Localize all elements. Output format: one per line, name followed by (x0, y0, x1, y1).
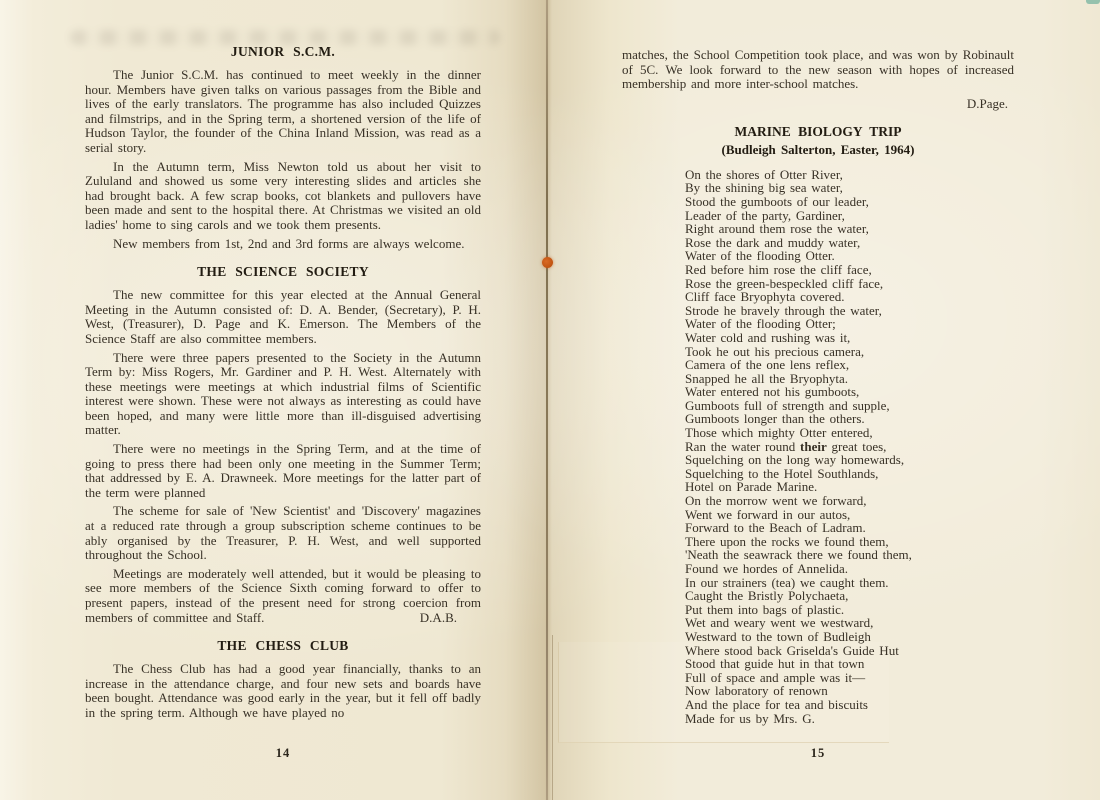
page-number-right: 15 (810, 746, 826, 760)
poem-line: Leader of the party, Gardiner, (685, 207, 845, 223)
poem-line: Rose the green-bespeckled cliff face, (685, 275, 884, 291)
poem-line: Snapped he all the Bryophyta. (685, 370, 849, 386)
book-gutter-crease (546, 0, 548, 800)
poem-line: Squelching to the Hotel Southlands, (685, 465, 879, 481)
poem-subtitle: (Budleigh Salterton, Easter, 1964) (721, 141, 915, 157)
page-right-content (622, 48, 1014, 725)
paragraph: There were three papers presented to the Society in the Autumn Term by: Miss Rogers, Mr. Gardiner and P. H. West. Alternately with these meetings were meetings at which industrial films of Scientific interest were shown. These were not always as interesting as could have been hoped, and many were little more than ill-disguised advertising matter. (85, 349, 481, 438)
chess-club-continuation-paragraph: matches, the School Competition took place, and was won by Robinault of 5C. We look forward to the new season with hopes of increased membership and more inter-school matches. (622, 47, 1014, 92)
poem-line: In our strainers (tea) we caught them. (685, 574, 889, 590)
poem-line: Made for us by Mrs. G. (685, 710, 815, 726)
poem-line: Ran the water round their great toes, (685, 438, 887, 454)
paragraph: There were no meetings in the Spring Term, and at the time of going to press there had been only one meeting in the Summer Term; that addressed by E. A. Drawneek. More meetings for the latter part of the term were planned (85, 441, 481, 500)
poem (685, 168, 1014, 725)
poem-line: Hotel on Parade Marine. (685, 479, 818, 495)
poem-line: Those which mighty Otter entered, (685, 425, 873, 441)
author-initials: D.A.B. (419, 609, 457, 625)
poem-line: Water cold and rushing was it, (685, 329, 851, 345)
poem-line: Strode he bravely through the water, (685, 302, 882, 318)
paragraph: Meetings are moderately well attended, but it would be pleasing to see more members of the Science Sixth coming forward to offer to present papers, instead of the present need for strong coercion from members of committee and Staff. D.A.B. (85, 565, 481, 625)
poem-line: Westward to the town of Budleigh (685, 628, 871, 644)
poem-line: Squelching on the long way homewards, (685, 452, 905, 468)
page-edge-line (552, 635, 553, 800)
poem-line: Full of space and ample was it— (685, 669, 866, 685)
poem-line: On the shores of Otter River, (685, 166, 843, 182)
page-left-content (85, 44, 481, 725)
poem-line: Stood the gumboots of our leader, (685, 193, 869, 209)
poem-title: MARINE BIOLOGY TRIP (734, 123, 902, 139)
poem-line: Right around them rose the water, (685, 221, 869, 237)
poem-line: Wet and weary went we westward, (685, 615, 874, 631)
section-heading: JUNIOR S.C.M. (230, 44, 336, 59)
paragraph: New members from 1st, 2nd and 3rd forms are always welcome. (113, 235, 465, 251)
paragraph: The Chess Club has had a good year financially, thanks to an increase in the attendance charge, and four new sets and boards have been bought. Attendance was good early in the year, but it fell off badly in the spring term. Although we have played no (85, 661, 481, 720)
poem-line: Gumboots full of strength and supple, (685, 397, 890, 413)
orange-stain (542, 257, 553, 268)
poem-line: Water of the flooding Otter. (685, 248, 835, 264)
poem-line: Went we forward in our autos, (685, 506, 851, 522)
ink-showthrough-smudge (70, 30, 500, 45)
section-heading: THE CHESS CLUB (217, 638, 349, 654)
poem-line: Forward to the Beach of Ladram. (685, 520, 866, 536)
poem-line: Caught the Bristly Polychaeta, (685, 588, 849, 604)
paragraph: In the Autumn term, Miss Newton told us about her visit to Zululand and showed us some very interesting slides and articles she had brought back. A few scrap books, cot blankets and pullovers have been made and sent to the hospital there. At Christmas we visited an old ladies' home to sing carols and we took them presents. (85, 158, 481, 232)
poem-line: By the shining big sea water, (685, 180, 843, 196)
signature-dpage: D.Page. (966, 95, 1008, 111)
poem-line: Took he out his precious camera, (685, 343, 865, 359)
poem-line: Now laboratory of renown (685, 683, 828, 699)
corner-mark (1086, 0, 1100, 4)
poem-line: Water entered not his gumboots, (685, 384, 860, 400)
poem-line: On the morrow went we forward, (685, 493, 867, 509)
poem-line: Red before him rose the cliff face, (685, 261, 872, 277)
poem-line: Rose the dark and muddy water, (685, 234, 861, 250)
poem-line: Gumboots longer than the others. (685, 411, 865, 427)
poem-line: Found we hordes of Annelida. (685, 561, 849, 576)
poem-line: Where stood back Griselda's Guide Hut (685, 642, 899, 658)
poem-line: There upon the rocks we found them, (685, 533, 889, 549)
poem-line: And the place for tea and biscuits (685, 696, 868, 712)
paragraph: The scheme for sale of 'New Scientist' and 'Discovery' magazines at a reduced rate through a group subscription scheme continues to be ably organised by the Treasurer, P. H. West, and well supported throughout the School. (85, 503, 481, 563)
poem-line: Cliff face Bryophyta covered. (685, 289, 845, 305)
poem-line: 'Neath the seawrack there we found them, (685, 547, 912, 563)
page-number-left: 14 (275, 746, 291, 760)
poem-line: Stood that guide hut in that town (685, 656, 865, 672)
paragraph: The new committee for this year elected at the Annual General Meeting in the Autumn consisted of: D. A. Bender, (Secretary), P. H. West, (Treasurer), D. Page and K. Emerson. The Members of the Science Staff are also committee members. (85, 287, 481, 346)
poem-line: Camera of the one lens reflex, (685, 357, 850, 373)
poem-line: Water of the flooding Otter; (685, 316, 836, 332)
poem-line: Put them into bags of plastic. (685, 601, 845, 617)
paragraph: The Junior S.C.M. has continued to meet weekly in the dinner hour. Members have given talks on various passages from the Bible and lives of the early translators. The programme has also included Quizzes and filmstrips, and in the Spring term, a shortened version of the life of Hudson Taylor, the founder of the China Inland Mission, was read as a serial story. (85, 67, 481, 155)
section-heading: THE SCIENCE SOCIETY (197, 264, 369, 280)
